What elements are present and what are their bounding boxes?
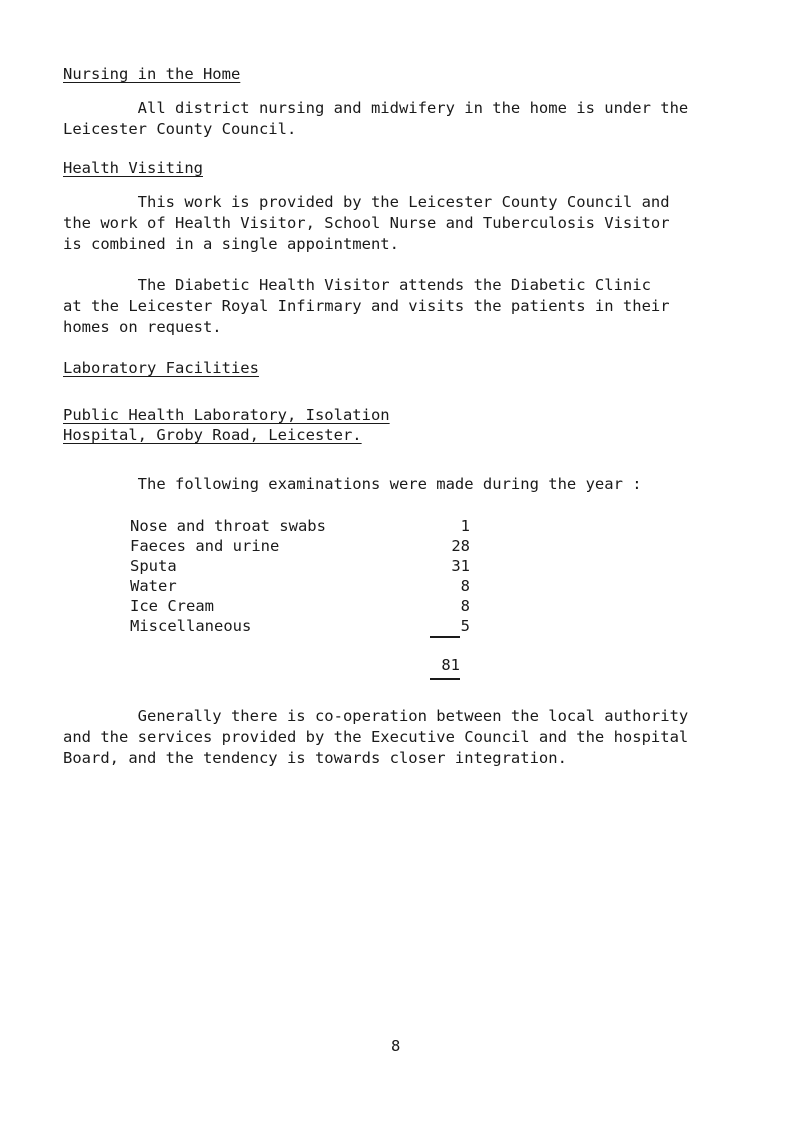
para-health-visiting-2: The Diabetic Health Visitor attends the Diabetic Clinic at the Leicester Royal Infirmary and visits the patients in their homes on request. xyxy=(63,276,670,336)
para-nursing: All district nursing and midwifery in the home is under the Leicester County Council. xyxy=(63,99,689,138)
exam-count: 5 xyxy=(460,617,470,635)
para-health-visiting-1: This work is provided by the Leicester County Council and the work of Health Visitor, School Nurse and Tuberculosis Visitor is combined in a single appointment. xyxy=(63,193,670,253)
table-row xyxy=(130,616,470,636)
total-rule-bottom xyxy=(430,678,460,680)
exam-count: 8 xyxy=(460,577,470,595)
total-rule-top xyxy=(430,636,460,638)
heading-nursing: Nursing in the Home xyxy=(63,65,241,83)
exam-count: 28 xyxy=(451,537,470,555)
heading-health-visiting: Health Visiting xyxy=(63,159,203,177)
exam-count: 8 xyxy=(460,597,470,615)
exam-label: Water xyxy=(130,577,177,595)
lab-address-line2: Hospital, Groby Road, Leicester. xyxy=(63,426,362,444)
table-row xyxy=(130,556,470,576)
para-closing: Generally there is co-operation between the local authority and the services provided by the Executive Council and the hospital Board, and the tendency is towards closer integration. xyxy=(63,707,689,767)
exam-label: Miscellaneous xyxy=(130,617,252,635)
heading-laboratory: Laboratory Facilities xyxy=(63,359,259,377)
lab-address-line1: Public Health Laboratory, Isolation xyxy=(63,406,390,424)
table-row xyxy=(130,596,470,616)
exam-count: 1 xyxy=(460,517,470,535)
examinations-table xyxy=(130,516,470,636)
exam-label: Sputa xyxy=(130,557,177,575)
examinations-total: 81 xyxy=(441,656,460,674)
table-row xyxy=(130,536,470,556)
table-row xyxy=(130,576,470,596)
table-row xyxy=(130,516,470,536)
exam-label: Faeces and urine xyxy=(130,537,280,555)
para-lab-intro: The following examinations were made during the year : xyxy=(63,475,642,493)
exam-count: 31 xyxy=(451,557,470,575)
exam-label: Nose and throat swabs xyxy=(130,517,326,535)
page-number: 8 xyxy=(391,1037,401,1055)
exam-label: Ice Cream xyxy=(130,597,214,615)
